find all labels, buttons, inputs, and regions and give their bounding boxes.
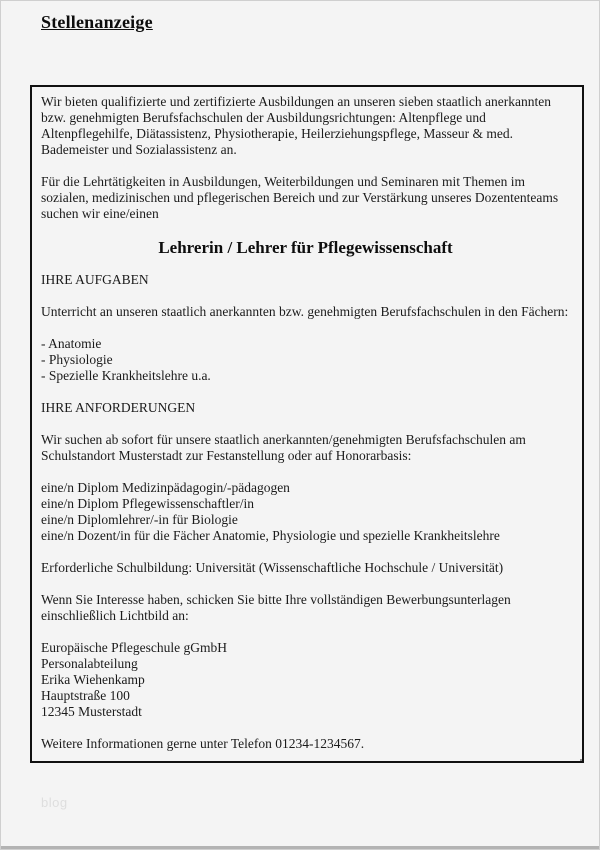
- page-title: Stellenanzeige: [41, 12, 153, 32]
- bottom-bar: [1, 846, 599, 849]
- requirements-intro: Wir suchen ab sofort für unsere staatlich anerkannten/genehmigten Berufsfachschulen am Schulstandort Musterstadt zur Festanstellung oder auf Honorarbasis:: [41, 432, 526, 463]
- address-line-contact: Erika Wiehenkamp: [41, 672, 145, 687]
- list-item-position: eine/n Dozent/in für die Fächer Anatomie, Physiologie und spezielle Krankheitslehre: [41, 528, 500, 543]
- address-block: [41, 640, 570, 720]
- subjects-list: [41, 336, 570, 384]
- list-item-subject: - Anatomie: [41, 336, 102, 351]
- requirements-section-label: IHRE ANFORDERUNGEN: [41, 400, 196, 415]
- job-ad-box: [30, 85, 584, 763]
- list-item-subject: - Spezielle Krankheitslehre u.a.: [41, 368, 211, 383]
- tasks-section-label: IHRE AUFGABEN: [41, 272, 149, 287]
- address-line-company: Europäische Pflegeschule gGmbH: [41, 640, 227, 655]
- tasks-intro: Unterricht an unseren staatlich anerkannten bzw. genehmigten Berufsfachschulen in den Fächern:: [41, 304, 569, 319]
- education-requirement: Erforderliche Schulbildung: Universität (Wissenschaftliche Hochschule / Universität): [41, 560, 504, 575]
- watermark-blog: blog: [41, 795, 68, 810]
- address-line-department: Personalabteilung: [41, 656, 138, 671]
- list-item-subject: - Physiologie: [41, 352, 113, 367]
- positions-list: [41, 480, 570, 544]
- position-title: Lehrerin / Lehrer für Pflegewissenschaft: [158, 238, 453, 257]
- application-instructions: Wenn Sie Interesse haben, schicken Sie bitte Ihre vollständigen Bewerbungsunterlagen einschließlich Lichtbild an:: [41, 592, 511, 623]
- context-paragraph: Für die Lehrtätigkeiten in Ausbildungen, Weiterbildungen und Seminaren mit Themen im sozialen, medizinischen und pflegerischen Bereich und zur Verstärkung unseres Dozententeams suchen wir eine/einen: [41, 174, 559, 221]
- intro-paragraph: Wir bieten qualifizierte und zertifizierte Ausbildungen an unseren sieben staatlich anerkannten bzw. genehmigten Berufsfachschulen der Ausbildungsrichtungen: Altenpflege und Altenpflegehilfe, Diätassistenz, Physiotherapie, Heilerziehungspflege, Masseur & med. Bademeister und Sozialassistenz an.: [41, 94, 552, 157]
- address-line-street: Hauptstraße 100: [41, 688, 130, 703]
- phone-info: Weitere Informationen gerne unter Telefon 01234-1234567.: [41, 736, 365, 751]
- address-line-city: 12345 Musterstadt: [41, 704, 142, 719]
- list-item-position: eine/n Diplom Medizinpädagogin/-pädagogen: [41, 480, 290, 495]
- box-corner-handle: [580, 759, 584, 763]
- list-item-position: eine/n Diplom Pflegewissenschaftler/in: [41, 496, 254, 511]
- list-item-position: eine/n Diplomlehrer/-in für Biologie: [41, 512, 238, 527]
